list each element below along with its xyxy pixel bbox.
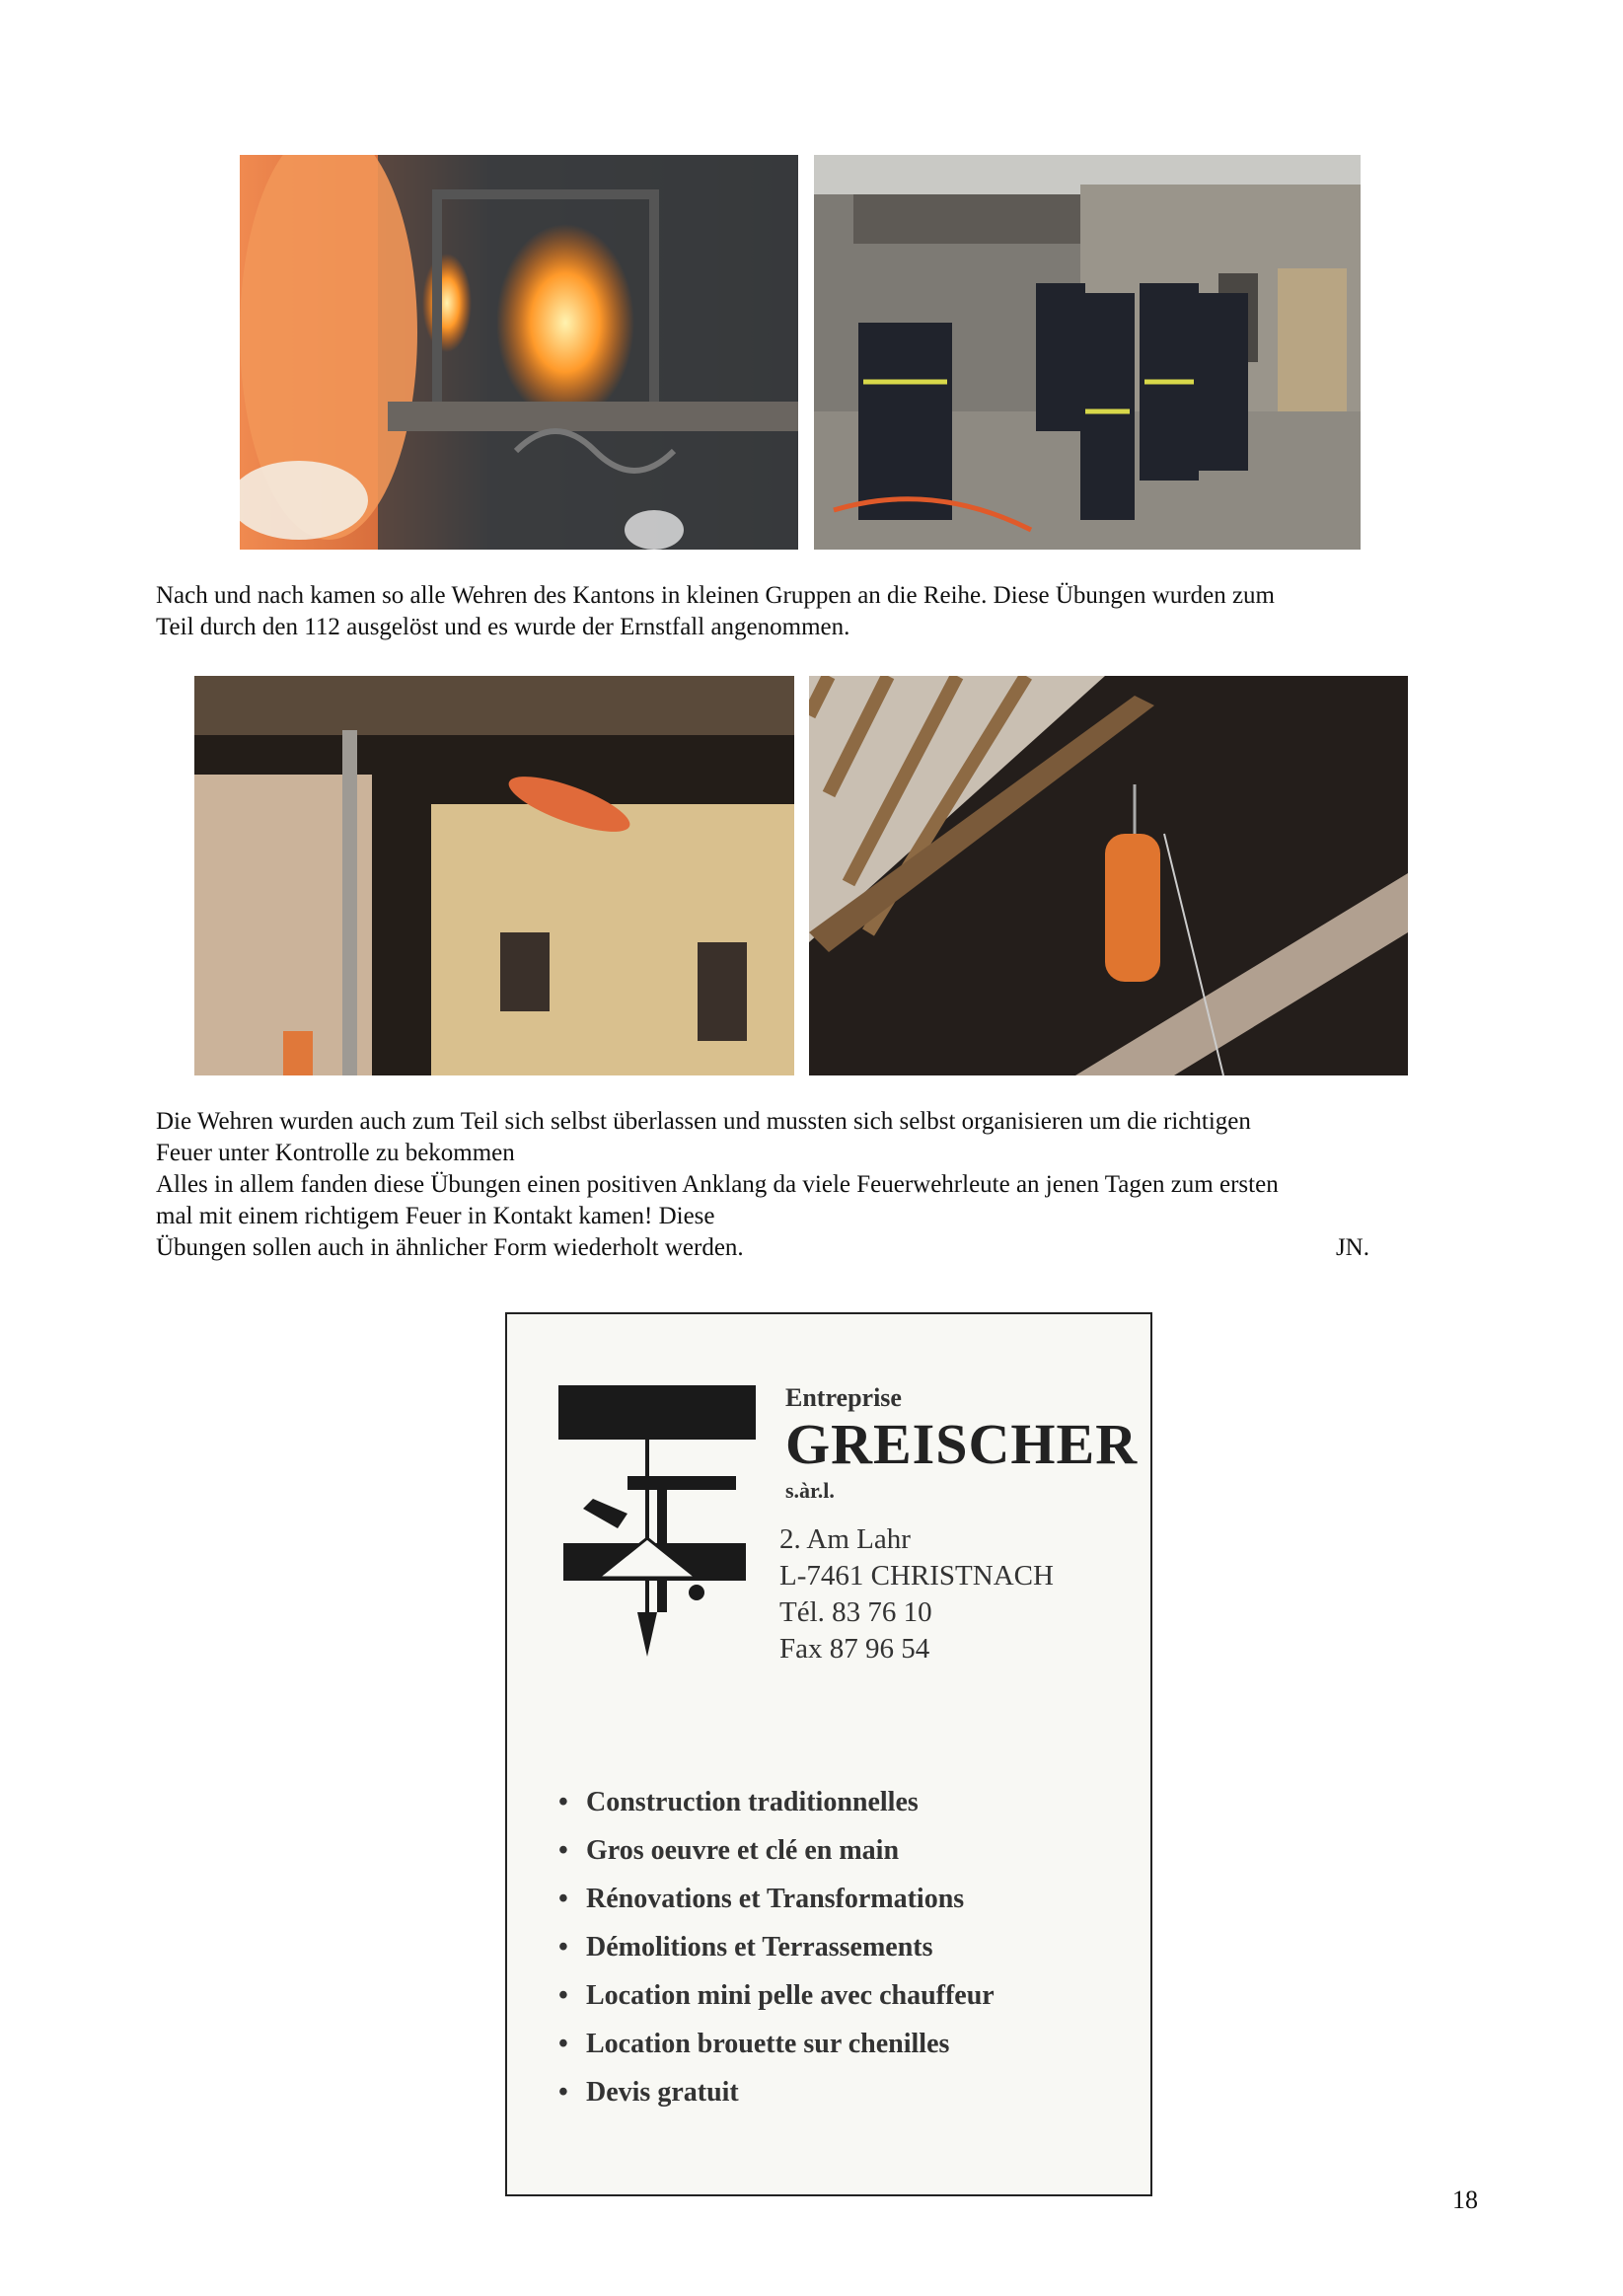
paragraph-intro: [156, 580, 1468, 643]
ad-service-item: • Devis gratuit: [558, 2068, 995, 2116]
paragraph-line: Alles in allem fanden diese Übungen einen positiven Anklang da viele Feuerwehrleute an jenen Tagen zum ersten: [156, 1171, 1279, 1198]
ad-fax: Fax 87 96 54: [779, 1633, 930, 1665]
photo-hanging-device: [809, 676, 1408, 1075]
paragraph-line: Übungen sollen auch in ähnlicher Form wiederholt werden.: [156, 1234, 744, 1261]
page-number: 18: [1452, 2185, 1478, 2214]
ad-brand-name: GREISCHER: [785, 1412, 1139, 1476]
photo-building-night: [194, 676, 794, 1075]
ad-service-item: • Location brouette sur chenilles: [558, 2020, 995, 2068]
ad-legal-form: s.àr.l.: [785, 1478, 835, 1503]
ad-service-item: • Démolitions et Terrassements: [558, 1923, 995, 1971]
ad-entreprise: Entreprise: [785, 1383, 902, 1412]
ad-tel: Tél. 83 76 10: [779, 1596, 932, 1628]
ad-services-list: [558, 1778, 995, 2116]
ad-service-item: • Location mini pelle avec chauffeur: [558, 1971, 995, 2020]
ad-service-item: • Construction traditionnelles: [558, 1778, 995, 1826]
paragraph-line: Teil durch den 112 ausgelöst und es wurde der Ernstfall angenommen.: [156, 614, 850, 640]
paragraph-line: mal mit einem richtigem Feuer in Kontakt kamen! Diese: [156, 1203, 715, 1229]
ad-service-item: • Rénovations et Transformations: [558, 1875, 995, 1923]
ad-address: [779, 1521, 1054, 1667]
paragraph-summary: [156, 1106, 1468, 1264]
photo-firefighters-courtyard: [814, 155, 1361, 550]
paragraph-line: Die Wehren wurden auch zum Teil sich selbst überlassen und mussten sich selbst organisieren um die richtigen: [156, 1108, 1251, 1135]
author-signature: JN.: [1335, 1234, 1369, 1261]
ad-address-street: 2. Am Lahr: [779, 1523, 911, 1555]
photo-fire-window: [240, 155, 798, 550]
paragraph-line: Nach und nach kamen so alle Wehren des Kantons in kleinen Gruppen an die Reihe. Diese Übungen wurden zum: [156, 582, 1275, 609]
ad-service-item: • Gros oeuvre et clé en main: [558, 1826, 995, 1875]
paragraph-line: Feuer unter Kontrolle zu bekommen: [156, 1140, 515, 1166]
builder-tools-logo-icon: [558, 1385, 766, 1671]
advertisement-greischer: [505, 1312, 1152, 2196]
ad-address-city: L-7461 CHRISTNACH: [779, 1560, 1054, 1592]
